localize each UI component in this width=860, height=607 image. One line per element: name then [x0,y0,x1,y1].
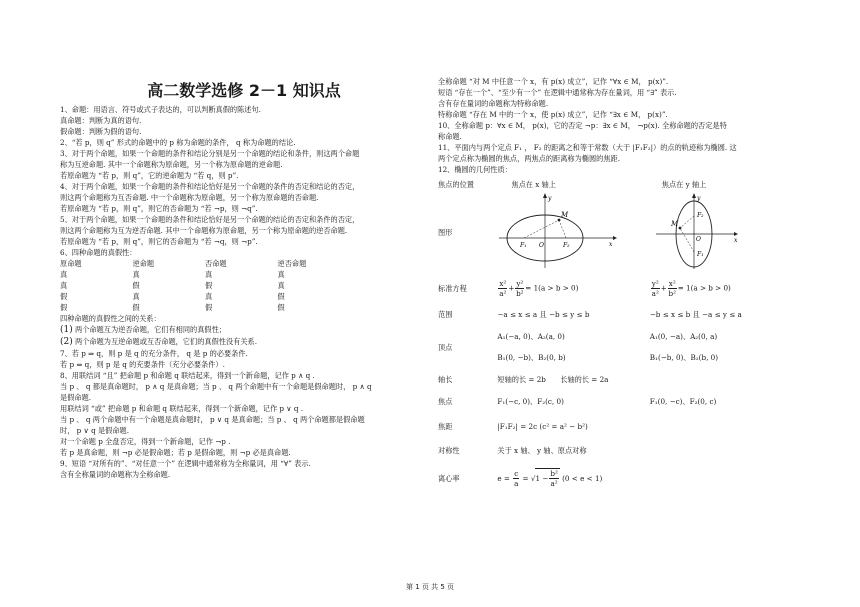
text-line: 4、对于两个命题，如果一个命题的条件和结论恰好是另一个命题的条件的否定和结论的否定， [60,182,360,191]
table-row [438,191,803,273]
symmetry: 关于 x 轴、 y 轴、原点对称 [497,445,587,455]
point-m [678,226,681,229]
table-cell: 真 [132,270,140,279]
text-line: 1、命题：用语言、符号或式子表达的，可以判断真假的陈述句. [60,105,261,114]
table-header-cell: 原命题 [60,259,82,268]
table-row [60,269,350,280]
label-f2: F₂ [696,211,704,219]
relation-text: 两个命题为互逆命题或互否命题，它们的真假性没有关系. [75,337,258,346]
focal-segment [524,220,559,238]
text-line: 是假命题. [60,393,92,402]
text-line: 特称命题 “存在 M 中的一个 x，使 p(x) 成立”，记作 “∃x ∈ M， p(x)”. [438,110,668,119]
row-label: 焦点的位置 [438,179,474,189]
x-axis-arrow [613,236,617,240]
table-cell: 真 [205,270,213,279]
label-o: O [695,235,701,243]
x-axis-arrow [734,232,738,236]
table-row [438,325,803,369]
text-line: 真命题：判断为真的语句. [60,116,142,125]
table-cell: 假 [205,281,213,290]
table-header-row [60,258,350,269]
table-row [438,273,803,303]
text-line: 对一个命题 p 全盘否定，得到一个新命题，记作 ¬p . [60,437,231,446]
vertical-ellipse-figure [650,192,760,270]
text-line: 当 p 、 q 都是真命题时， p ∧ q 是真命题；当 p 、 q 两个命题中有一个命题是假命题时， p ∧ q [60,382,372,391]
focal-segment [680,228,694,252]
table-row [438,389,803,413]
horizontal-ellipse-figure [497,192,617,270]
relation-item [60,336,428,348]
ecc-left: e = [497,473,510,483]
text-line: 若原命题为 “若 p，则 q”，则它的否命题为 “若 ¬p，则 ¬q”. [60,204,258,213]
text-line: 短语 “存在一个”、“至少有一个” 在逻辑中通常称为存在量词，用 “∃” 表示. [438,88,677,97]
text-line: 用联结词 “或” 把命题 p 和命题 q 联结起来，得到一个新命题，记作 p ∨ q . [60,404,304,413]
label-m: M [561,210,569,219]
column-header: 焦点在 x 轴上 [511,179,556,189]
equation-tail: = 1(a > b > 0) [677,283,731,292]
table-row [438,303,803,325]
label-m: M [670,219,678,228]
figure-cell [650,191,803,273]
row-label: 顶点 [438,342,453,352]
text-line: 7、若 p ⇒ q，则 p 是 q 的充分条件， q 是 p 的必要条件. [60,349,248,358]
text-line: 8、用联结词 “且” 把命题 p 和命题 q 联结起来，得到一个新命题，记作 p ∧ q . [60,371,315,380]
fraction: $\frac{\text{y²}}{\text{a²}}$ [651,278,659,298]
text-line: 两个定点称为椭圆的焦点，两焦点的距离称为椭圆的焦距. [438,154,620,163]
text-line: 6、四种命题的真假性： [60,248,137,257]
text-line: 若原命题为 “若 p，则 q”，则它的否命题为 “若 ¬q，则 ¬p”. [60,237,258,246]
row-label: 离心率 [438,473,460,483]
table-row [60,291,350,302]
label-f1: F₁ [520,241,527,249]
foci-y: F₁(0, −c)、F₂(0, c) [649,396,717,406]
equation-tail: = 1(a > b > 0) [525,283,579,292]
label-o: O [539,241,545,249]
table-row [60,302,350,313]
text-line: 则这两个命题称为互否命题. 中一个命题称为原命题，另一个称为原命题的否命题. [60,193,319,202]
label-x: x [733,236,738,244]
label-f1: F₁ [696,250,704,258]
label-y: y [548,194,552,202]
fraction: $\frac{\text{x²}}{\text{b²}}$ [668,278,676,298]
text-line: 含有存在量词的命题称为特称命题. [438,99,549,108]
text-line: 则这两个命题称为互为逆否命题. 其中一个命题称为原命题，另一个称为原命题的逆否命题. [60,226,348,235]
ellipse-properties-table [438,177,803,495]
table-cell: 假 [277,292,285,301]
text-line: 当 p 、 q 两个命题中有一个命题是真命题时， p ∨ q 是真命题；当 p 、 q 两个命题都是假命题 [60,415,365,424]
text-line: 若原命题为 “若 p，则 q”，它的逆命题为 “若 q，则 p”. [60,171,239,180]
text-line: 含有全称量词的命题称为全称命题. [60,470,171,479]
vertices-x [497,325,649,369]
table-header-cell: 逆否命题 [277,259,307,268]
table-cell: 真 [277,270,285,279]
truth-table [60,258,350,313]
y-axis-arrow [692,193,696,198]
text-line: 9、短语 “对所有的”、“对任意一个” 在逻辑中通常称为全称量词，用 “∀” 表示. [60,459,311,468]
row-label: 标准方程 [438,283,467,293]
page-footer: 第 1 页 共 5 页 [405,583,455,591]
table-row [438,439,803,461]
row-label: 对称性 [438,445,460,455]
table-header-row [438,177,803,191]
row-label: 焦距 [438,421,453,431]
focal-distance: |F₁F₂| = 2c (c² = a² − b²) [497,421,588,431]
table-cell: 假 [60,292,68,301]
axis-lengths: 短轴的长 = 2b 长轴的长 = 2a [497,374,609,384]
standard-equation-y: $\frac{\text{y²}}{\text{a²}}$ + $\frac{\text{x²}}{\text{b²}}$ = 1(a > b > 0) [651,278,731,298]
foci-x: F₁(−c, 0)、F₂(c, 0) [497,396,564,406]
row-label: 轴长 [438,374,453,384]
range-x: −a ≤ x ≤ a 且 −b ≤ y ≤ b [497,309,590,319]
table-cell: 假 [277,303,285,312]
text-line: 5、对于两个命题，如果一个命题的条件和结论恰好是另一个命题的结论的否定和条件的否定， [60,215,360,224]
vertex-line: A₁(−a, 0)、A₂(a, 0) [497,332,565,341]
text-line: 时， p ∨ q 是假命题. [60,426,130,435]
range-y: −b ≤ x ≤ b 且 −a ≤ y ≤ a [649,309,742,319]
label-x: x [609,240,613,248]
text-line: 若 p ⇔ q，则 p 是 q 的充要条件（充分必要条件）. [60,360,225,369]
text-line: 10、全称命题 p：∀x ∈ M， p(x)，它的否定 ¬p：∃x ∈ M， ¬p(x). 全称命题的否定是特 [438,121,727,130]
text-line: 若 p 是真命题，则 ¬p 必是假命题；若 p 是假命题，则 ¬p 必是真命题. [60,448,291,457]
table-cell: 假 [132,281,140,290]
relation-text: 两个命题互为逆否命题，它们有相同的真假性； [75,325,226,334]
sqrt-expression: √1 − $\frac{\text{b²}}{\text{a²}}$ [530,468,558,488]
relation-number: (2) [60,337,73,347]
text-line: 全称命题 “对 M 中任意一个 x，有 p(x) 成立”，记作 “∀x ∈ M， p(x)”. [438,77,669,86]
text-line: 称为互逆命题. 其中一个命题称为原命题，另一个称为原命题的逆命题. [60,160,283,169]
table-cell: 真 [132,292,140,301]
fraction: $\frac{\text{y²}}{\text{b²}}$ [516,278,524,298]
text-line: 12、椭圆的几何性质： [438,165,512,174]
standard-equation-x: $\frac{\text{x²}}{\text{a²}}$ + $\frac{\text{y²}}{\text{b²}}$ = 1(a > b > 0) [499,278,579,298]
table-cell: 假 [132,303,140,312]
table-row [438,413,803,439]
vertex-line: A₁(0, −a)、A₂(0, a) [649,332,718,341]
fraction: $\frac{\text{x²}}{\text{a²}}$ [499,278,507,298]
vertex-line: B₁(0, −b)、B₂(0, b) [497,353,566,362]
vertices-y [650,325,803,369]
table-row [438,461,803,495]
point-m [558,218,561,221]
text-line: 假命题：判断为假的语句. [60,127,142,136]
fraction: $\frac{c}{a}$ [514,469,519,489]
text-line: 称命题. [438,132,462,141]
right-column [438,76,803,495]
table-cell: 真 [205,292,213,301]
table-cell: 假 [60,303,68,312]
row-label: 焦点 [438,396,453,406]
row-label: 图形 [438,227,453,237]
text-line: 2、“若 p，则 q” 形式的命题中的 p 称为命题的条件， q 称为命题的结论. [60,138,296,147]
table-row [60,280,350,291]
table-row [438,369,803,389]
table-cell: 真 [277,281,285,290]
y-axis-arrow [543,193,547,198]
table-cell: 真 [60,281,68,290]
label-y: y [696,194,701,202]
ecc-tail: (0 < e < 1) [562,473,603,483]
label-f2: F₂ [563,241,570,249]
left-column [60,76,428,480]
table-header-cell: 逆命题 [132,259,155,268]
eccentricity: e = $\frac{c}{a}$ = √1 − $\frac{\text{b²}}{\text{a²}}$ (0 < e < 1) [497,468,603,489]
vertex-line: B₁(−b, 0)、B₂(b, 0) [649,353,719,362]
page-title: 高二数学选修 2－1 知识点 [147,81,341,100]
relations-title: 四种命题的真假性之间的关系： [60,314,161,323]
text-line: 11、平面内与两个定点 F₁ ， F₂ 的距离之和等于常数（大于 |F₁F₂|）的点的轨迹称为椭圆. 这 [438,143,737,152]
table-cell: 假 [205,303,213,312]
relation-item [60,324,428,336]
figure-cell [497,191,649,273]
table-header-cell: 否命题 [205,259,227,268]
text-line: 3、对于两个命题，如果一个命题的条件和结论分别是另一个命题的结论和条件，则这两个命题 [60,149,360,158]
row-label: 范围 [438,309,453,319]
focal-segment [559,220,566,238]
focal-segment [680,216,694,228]
relation-number: (1) [60,325,73,335]
table-cell: 真 [60,270,68,279]
column-header: 焦点在 y 轴上 [661,179,707,189]
